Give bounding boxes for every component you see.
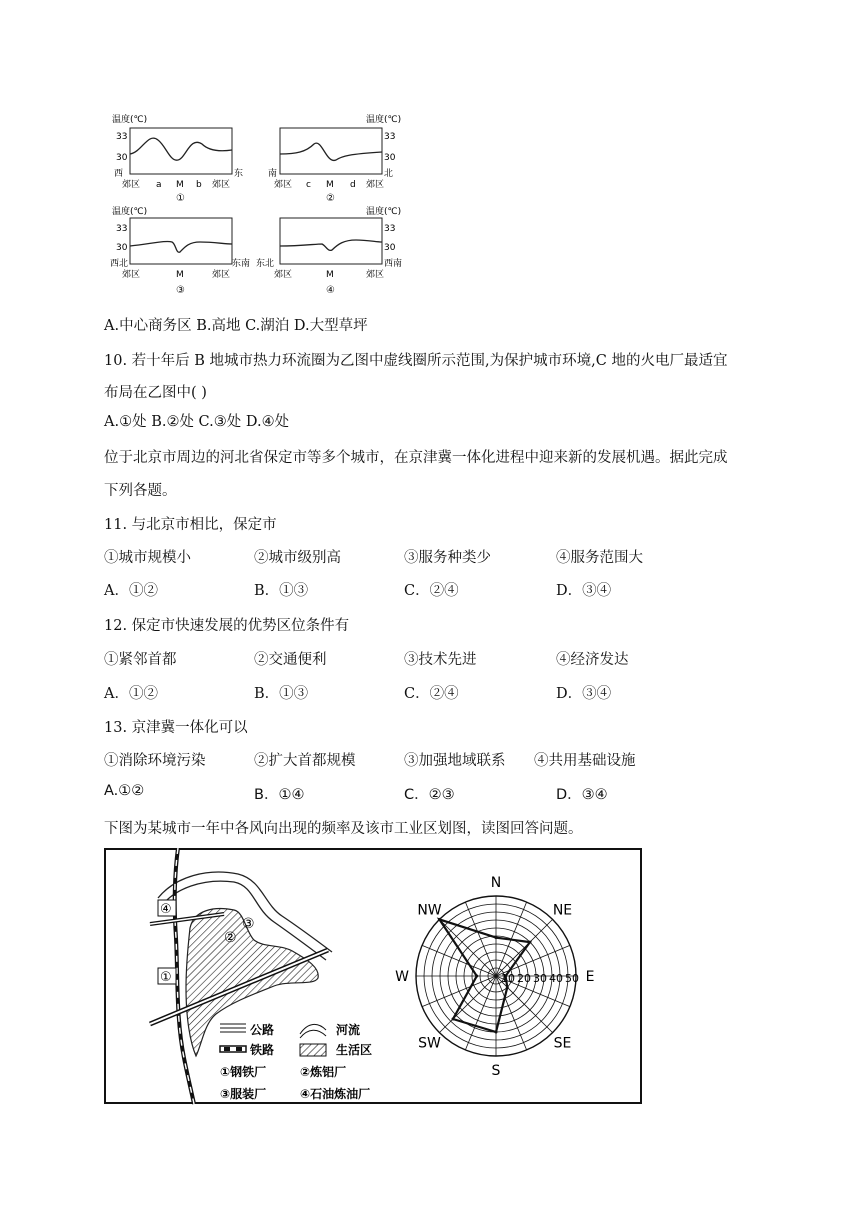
q13-option-b[interactable]: B．①④ <box>254 787 305 803</box>
temp-chart-1-right-dir: 东 <box>234 169 244 179</box>
legend-factory3: ③服装厂 <box>220 1087 267 1101</box>
wind-frequency-point-N <box>495 936 498 939</box>
q12-item: ②交通便利 <box>254 652 327 668</box>
temp-chart-3 <box>110 205 250 296</box>
temp-chart-3-y-lo: 30 <box>116 243 128 253</box>
temp-chart-1-left-dir: 西 <box>114 169 124 179</box>
q11-item: ③服务种类少 <box>404 550 491 566</box>
temp-chart-2-tick: 郊区 <box>274 180 293 190</box>
temp-chart-4-number: ④ <box>326 285 335 296</box>
temp-chart-1-tick: b <box>196 180 202 190</box>
legend-factory4: ④石油炼油厂 <box>300 1087 371 1101</box>
q11-stem: 11. 与北京市相比，保定市 <box>104 517 277 533</box>
q12-option-a[interactable]: A．①② <box>104 686 158 702</box>
temp-chart-3-tick: 郊区 <box>212 270 231 280</box>
temp-chart-1-number: ① <box>176 193 185 204</box>
q12-stem: 12. 保定市快速发展的优势区位条件有 <box>104 618 350 634</box>
wind-rose-scale-label: 40 <box>549 972 563 985</box>
legend-road: 公路 <box>250 1023 275 1037</box>
wind-direction-label-se: SE <box>553 1035 572 1052</box>
q13-item: ④共用基础设施 <box>534 753 636 769</box>
temp-chart-4-tick: 郊区 <box>274 270 293 280</box>
intro1-line1: 位于北京市周边的河北省保定市等多个城市，在京津冀一体化进程中迎来新的发展机遇。据此完成 <box>104 450 728 466</box>
wind-direction-label-nw: NW <box>417 902 442 919</box>
q10-options: A.①处 B.②处 C.③处 D.④处 <box>104 414 290 430</box>
q12-option-b[interactable]: B．①③ <box>254 686 309 702</box>
q10-stem-line2: 布局在乙图中( ) <box>104 385 207 401</box>
temp-chart-2-tick: d <box>350 180 356 190</box>
q13-stem: 13. 京津冀一体化可以 <box>104 720 248 736</box>
wind-rose-chart <box>395 875 594 1079</box>
map-legend <box>220 1022 372 1101</box>
q13-option-d[interactable]: D．③④ <box>556 787 608 803</box>
wind-frequency-point-SE <box>506 986 509 989</box>
legend-rail: 铁路 <box>250 1043 275 1057</box>
svg-text:④: ④ <box>160 902 172 917</box>
temp-chart-2-right-dir: 北 <box>384 169 394 179</box>
legend-residential: 生活区 <box>336 1043 373 1057</box>
temp-chart-2-y-lo: 30 <box>384 153 396 163</box>
temp-chart-4-tick: M <box>326 270 334 280</box>
wind-direction-label-n: N <box>490 875 502 891</box>
legend-factory1: ①钢铁厂 <box>220 1065 267 1079</box>
temp-chart-3-left-dir: 西北 <box>110 259 129 269</box>
q10-stem-line1: 10. 若十年后 B 地城市热力环流圈为乙图中虚线圈所示范围,为保护城市环境,C 地的火电厂最适宜 <box>104 353 728 369</box>
wind-direction-label-sw: SW <box>418 1035 441 1052</box>
wind-frequency-point-W <box>475 975 478 978</box>
marker-3: ③ <box>242 916 255 932</box>
temp-chart-1-tick: 郊区 <box>122 180 141 190</box>
q12-option-d[interactable]: D．③④ <box>556 686 612 702</box>
marker-1 <box>158 968 176 985</box>
wind-direction-label-ne: NE <box>552 902 573 919</box>
temp-chart-3-tick: M <box>176 270 184 280</box>
q12-item: ③技术先进 <box>404 652 477 668</box>
q13-item: ①消除环境污染 <box>104 753 206 769</box>
temp-chart-3-y-hi: 33 <box>116 224 128 234</box>
temp-chart-2-tick: 郊区 <box>366 180 385 190</box>
temp-chart-2-tick: c <box>306 180 311 190</box>
temp-chart-3-number: ③ <box>176 285 185 296</box>
temp-chart-2-y-hi: 33 <box>384 132 396 142</box>
q12-item: ④经济发达 <box>556 652 629 668</box>
q11-item: ①城市规模小 <box>104 550 191 566</box>
q12-option-c[interactable]: C．②④ <box>404 686 459 702</box>
wind-direction-label-w: W <box>395 969 409 985</box>
temp-chart-4-y-hi: 33 <box>384 224 396 234</box>
marker-2: ② <box>224 930 237 946</box>
intro1-line2: 下列各题。 <box>104 483 177 499</box>
wind-frequency-point-NE <box>528 941 531 944</box>
temp-chart-2-left-dir: 南 <box>268 169 278 179</box>
industrial-zone-figure <box>104 848 644 1106</box>
q13-option-a[interactable]: A.①② <box>104 783 145 799</box>
wind-rose-scale-label: 50 <box>565 972 579 985</box>
temp-chart-4-axis-label: 温度(℃) <box>366 207 402 217</box>
q11-item: ④服务范围大 <box>556 550 643 566</box>
legend-river: 河流 <box>336 1023 361 1037</box>
temp-chart-1 <box>112 113 243 204</box>
wind-direction-label-e: E <box>585 969 595 985</box>
q13-item: ③加强地域联系 <box>404 753 506 769</box>
q11-option-c[interactable]: C．②④ <box>404 583 459 599</box>
q11-option-d[interactable]: D．③④ <box>556 583 612 599</box>
intro2: 下图为某城市一年中各风向出现的频率及该市工业区划图，读图回答问题。 <box>104 821 583 837</box>
temp-chart-1-y-hi: 33 <box>116 132 128 142</box>
q11-item: ②城市级别高 <box>254 550 341 566</box>
wind-rose-scale-label: 30 <box>533 972 547 985</box>
temp-chart-3-tick: 郊区 <box>122 270 141 280</box>
q11-option-b[interactable]: B．①③ <box>254 583 309 599</box>
wind-rose-scale-label: 20 <box>517 972 531 985</box>
temp-chart-4 <box>256 205 402 296</box>
temp-chart-2-number: ② <box>326 193 335 204</box>
wind-frequency-point-SW <box>452 1018 455 1021</box>
temp-chart-2-axis-label: 温度(℃) <box>366 115 402 125</box>
wind-direction-label-s: S <box>491 1063 501 1079</box>
svg-text:①: ① <box>160 970 172 985</box>
temp-chart-2 <box>268 113 401 204</box>
q13-option-c[interactable]: C．②③ <box>404 787 455 803</box>
q12-item: ①紧邻首都 <box>104 652 177 668</box>
temp-chart-2-tick: M <box>326 180 334 190</box>
temp-chart-1-tick: a <box>156 180 162 190</box>
temp-chart-4-left-dir: 东北 <box>256 259 275 269</box>
temp-chart-3-right-dir: 东南 <box>232 259 251 269</box>
legend-factory2: ②炼铝厂 <box>300 1065 347 1079</box>
q11-option-a[interactable]: A．①② <box>104 583 158 599</box>
marker-4 <box>158 900 176 917</box>
temp-chart-1-tick: 郊区 <box>212 180 231 190</box>
wind-frequency-point-S <box>495 1031 498 1034</box>
temp-chart-1-y-lo: 30 <box>116 153 128 163</box>
temp-chart-1-axis-label: 温度(℃) <box>112 115 148 125</box>
temp-chart-1-tick: M <box>176 180 184 190</box>
wind-rose-scale-label: 10 <box>501 972 515 985</box>
temp-chart-4-y-lo: 30 <box>384 243 396 253</box>
temp-chart-3-axis-label: 温度(℃) <box>112 207 148 217</box>
temp-chart-4-right-dir: 西南 <box>384 259 403 269</box>
q9-options: A.中心商务区 B.高地 C.湖泊 D.大型草坪 <box>104 318 368 334</box>
q13-item: ②扩大首都规模 <box>254 753 356 769</box>
temp-chart-4-tick: 郊区 <box>366 270 385 280</box>
temperature-profile-charts <box>110 112 410 302</box>
